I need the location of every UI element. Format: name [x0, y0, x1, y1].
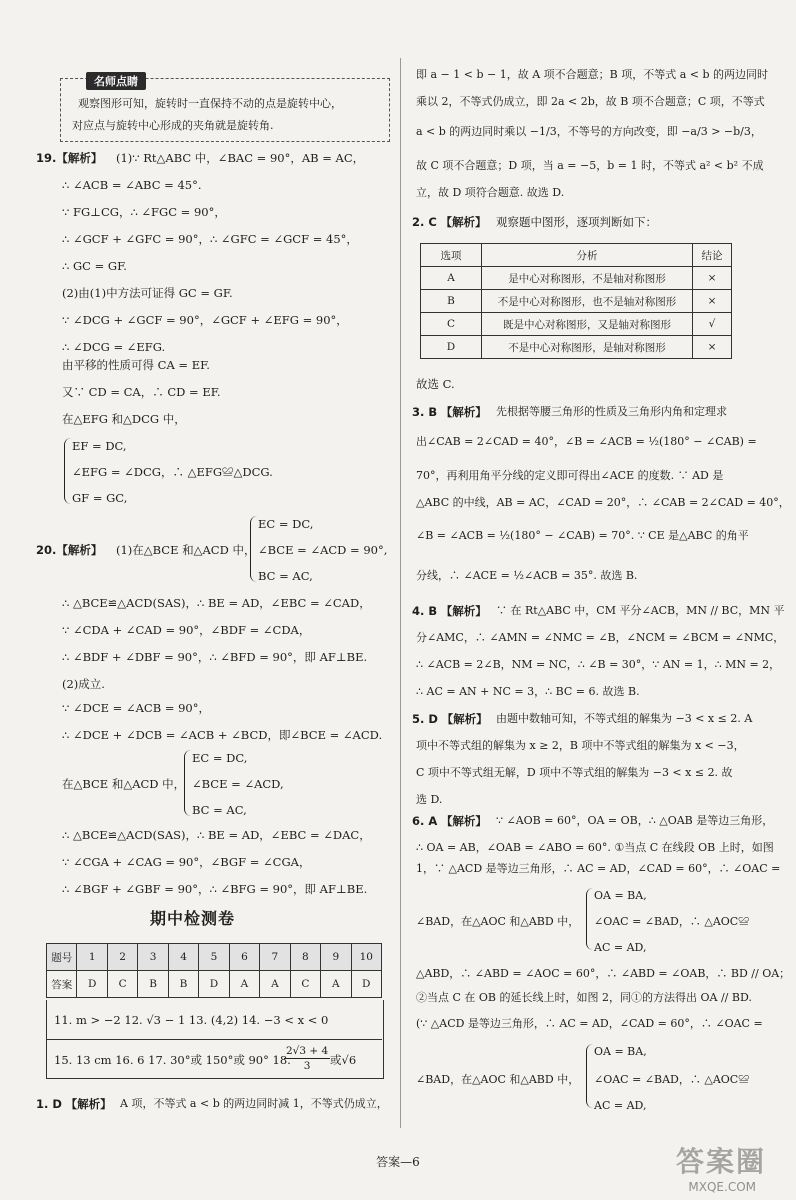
q6-line: 1，∵ △ACD 是等边三角形，∴ AC = AD，∠CAD = 60°，∴ ∠OAC = [416, 862, 781, 875]
q6-brace [586, 888, 593, 950]
q5-heading: 5. D 【解析】 [412, 712, 488, 726]
table-cell: 5 [199, 944, 229, 971]
q1-line: A 项，不等式 a < b 的两边同时减 1，不等式仍成立， [120, 1097, 388, 1110]
table-cell: 是中心对称图形，不是轴对称图形 [482, 267, 693, 290]
table-cell: D [199, 971, 229, 998]
page-footer: 答案—6 [376, 1155, 420, 1169]
q20-line: ∵ ∠DCE = ∠ACB = 90°， [62, 701, 210, 715]
q19-line: 又∵ CD = CA，∴ CD = EF. [62, 385, 221, 399]
table-cell: B [421, 290, 482, 313]
fill-answers-line: 或√6 [330, 1053, 357, 1067]
q20-line: ∵ ∠CGA + ∠CAG = 90°，∠BGF = ∠CGA， [62, 855, 311, 869]
q5-line: C 项中不等式组无解，D 项中不等式组的解集为 −3 < x ≤ 2. 故 [416, 766, 733, 779]
fraction-denominator: 3 [303, 1060, 311, 1072]
table-cell: √ [693, 313, 732, 336]
tip-line: 对应点与旋转中心形成的夹角就是旋转角. [72, 119, 274, 132]
q6-system-line: ∠OAC = ∠BAD，∴ △AOC≌ [594, 1073, 750, 1086]
answer-table-number-row [47, 944, 382, 971]
answer-table-answer-row [47, 971, 382, 998]
q3-heading: 3. B 【解析】 [412, 405, 487, 419]
q6-system-line: OA = BA, [594, 889, 647, 902]
q3-line: 分线，∴ ∠ACE = ½∠ACB = 35°. 故选 B. [416, 569, 638, 582]
q6-system-line: ∠OAC = ∠BAD，∴ △AOC≌ [594, 915, 750, 928]
table-cell: A [321, 971, 351, 998]
q20-system-line: EC = DC, [192, 751, 248, 765]
q20-line: ∴ ∠BDF + ∠DBF = 90°，∴ ∠BFD = 90°，即 AF⊥BE. [62, 650, 368, 664]
column-divider [400, 58, 401, 1128]
table-cell: 6 [229, 944, 259, 971]
q19-line: ∵ ∠DCG + ∠GCF = 90°，∠GCF + ∠EFG = 90°， [62, 313, 348, 327]
q20-line: ∵ ∠CDA + ∠CAD = 90°，∠BDF = ∠CDA， [62, 623, 311, 637]
q19-brace [64, 438, 71, 504]
q20-brace2 [184, 750, 191, 816]
q19-line: ∴ ∠GCF + ∠GFC = 90°，∴ ∠GFC = ∠GCF = 45°， [62, 232, 358, 246]
q20-line: ∴ △BCE≌△ACD(SAS)，∴ BE = AD，∠EBC = ∠DAC， [62, 828, 371, 842]
q19-line: ∴ ∠DCG = ∠EFG. [62, 340, 166, 354]
table-cell: D [77, 971, 107, 998]
answer-table [46, 943, 382, 998]
q19-line: ∴ GC = GF. [62, 259, 127, 273]
midterm-title: 期中检测卷 [150, 909, 236, 928]
table-cell: C [290, 971, 320, 998]
q20-system-line: BC = AC, [258, 569, 313, 583]
q5-line: 选 D. [416, 793, 443, 806]
q19-line: 在△EFG 和△DCG 中， [62, 412, 186, 426]
table-row [421, 290, 732, 313]
q6-heading: 6. A 【解析】 [412, 814, 487, 828]
q2-outro: 故选 C. [416, 377, 455, 391]
q20-intro: (1)在△BCE 和△ACD 中， [116, 543, 256, 557]
q19-line: ∴ ∠ACB = ∠ABC = 45°. [62, 178, 202, 192]
q6-system-intro: ∠BAD，在△AOC 和△ABD 中， [416, 915, 580, 928]
q6-system-intro: ∠BAD，在△AOC 和△ABD 中， [416, 1073, 580, 1086]
q19-heading: 19.【解析】 [36, 151, 103, 165]
table-cell: D [421, 336, 482, 359]
q19-line: ∵ FG⊥CG，∴ ∠FGC = 90°， [62, 205, 226, 219]
q6-line: ∴ OA = AB，∠OAB = ∠ABO = 60°. ①当点 C 在线段 OB 上时，如图 [416, 841, 774, 854]
table-cell: 7 [260, 944, 290, 971]
q3-line: 先根据等腰三角形的性质及三角形内角和定理求 [496, 405, 727, 418]
q20-intro2: 在△BCE 和△ACD 中， [62, 777, 186, 791]
q4-line: ∵ 在 Rt△ABC 中，CM 平分∠ACB，MN // BC，MN 平 [496, 604, 785, 617]
q19-system-line: ∠EFG = ∠DCG，∴ △EFG≌△DCG. [72, 465, 273, 479]
table-cell: D [351, 971, 381, 998]
table-cell: C [421, 313, 482, 336]
q4-line: ∴ ∠ACB = 2∠B，NM = NC，∴ ∠B = 30°，∵ AN = 1，∴ MN = 2， [416, 658, 781, 671]
fill-answers-line: 15. 13 cm 16. 6 17. 30°或 150°或 90° 18. [54, 1053, 291, 1067]
table-cell: × [693, 336, 732, 359]
q20-heading: 20.【解析】 [36, 543, 103, 557]
q5-line: 项中不等式组的解集为 x ≥ 2，B 项中不等式组的解集为 x < −3， [416, 739, 745, 752]
q1-heading: 1. D 【解析】 [36, 1097, 112, 1111]
q4-heading: 4. B 【解析】 [412, 604, 487, 618]
q6-line: △ABD，∴ ∠ABD = ∠AOC = 60°，∴ ∠ABD = ∠OAB，∴ BD // OA； [416, 967, 791, 980]
table-cell: 8 [290, 944, 320, 971]
table-row [421, 336, 732, 359]
q20-system-line: BC = AC, [192, 803, 247, 817]
tip-line: 观察图形可知，旋转时一直保持不动的点是旋转中心， [78, 97, 342, 110]
q3-line: 70°，再利用角平分线的定义即可得出∠ACE 的度数. ∵ AD 是 [416, 469, 724, 482]
q19-line: (2)由(1)中方法可证得 GC = GF. [62, 286, 233, 300]
fill-answers-line: 11. m > −2 12. √3 − 1 13. (4,2) 14. −3 < x < 0 [54, 1013, 329, 1027]
table-cell: 既是中心对称图形，又是轴对称图形 [482, 313, 693, 336]
table-cell: B [168, 971, 198, 998]
table-cell: A [421, 267, 482, 290]
column-header: 结论 [693, 244, 732, 267]
q19-line: (1)∵ Rt△ABC 中，∠BAC = 90°，AB = AC， [116, 151, 365, 165]
q20-system-line: ∠BCE = ∠ACD, [192, 777, 284, 791]
table-cell: × [693, 267, 732, 290]
q4-line: ∴ AC = AN + NC = 3，∴ BC = 6. 故选 B. [416, 685, 640, 698]
table-cell: B [138, 971, 168, 998]
q20-line: (2)成立. [62, 677, 105, 691]
q19-system-line: EF = DC, [72, 439, 127, 453]
q20-brace [250, 516, 257, 582]
table-cell: 1 [77, 944, 107, 971]
fill-answer-divider [46, 1039, 382, 1040]
q6-line: ②当点 C 在 OB 的延长线上时，如图 2，同①的方法得出 OA // BD. [416, 991, 752, 1004]
q20-line: ∴ △BCE≌△ACD(SAS)，∴ BE = AD，∠EBC = ∠CAD， [62, 596, 371, 610]
q6-line: (∵ △ACD 是等边三角形，∴ AC = AD，∠CAD = 60°，∴ ∠OAC = [416, 1017, 763, 1030]
table-row [421, 313, 732, 336]
q3-line: △ABC 的中线，AB = AC，∠CAD = 20°，∴ ∠CAB = 2∠CAD = 40°， [416, 496, 790, 509]
table-cell: 9 [321, 944, 351, 971]
q5-line: 由题中数轴可知，不等式组的解集为 −3 < x ≤ 2. A [496, 712, 753, 725]
table-cell: 不是中心对称图形，也不是轴对称图形 [482, 290, 693, 313]
analysis-table [420, 243, 732, 359]
q3-line: ∠B = ∠ACB = ½(180° − ∠CAB) = 70°. ∵ CE 是△ABC 的角平 [416, 529, 749, 542]
q1-line: a < b 的两边同时乘以 −1/3，不等号的方向改变，即 −a/3 > −b/3， [416, 125, 762, 138]
q1-line: 即 a − 1 < b − 1，故 A 项不合题意；B 项，不等式 a < b 的两边同时 [416, 68, 769, 81]
table-cell: 不是中心对称图形，是轴对称图形 [482, 336, 693, 359]
table-row [421, 267, 732, 290]
q4-line: 分∠AMC，∴ ∠AMN = ∠NMC = ∠B，∠NCM = ∠BCM = ∠NMC， [416, 631, 785, 644]
q2-intro: 观察题中图形，逐项判断如下： [496, 215, 657, 229]
fraction-18 [284, 1044, 330, 1073]
q2-heading: 2. C 【解析】 [412, 215, 487, 229]
q20-line: ∴ ∠DCE + ∠DCB = ∠ACB + ∠BCD，即∠BCE = ∠ACD. [62, 728, 383, 742]
q6-system-line: AC = AD, [594, 941, 647, 954]
table-cell: × [693, 290, 732, 313]
q1-line: 故 C 项不合题意；D 项，当 a = −5，b = 1 时，不等式 a² < b² 不成 [416, 159, 764, 172]
q20-system-line: ∠BCE = ∠ACD = 90°, [258, 543, 388, 557]
q1-line: 立，故 D 项符合题意. 故选 D. [416, 186, 565, 199]
table-cell: A [260, 971, 290, 998]
table-cell: A [229, 971, 259, 998]
watermark-logo: 答案圈 [675, 1145, 766, 1178]
q19-line: 由平移的性质可得 CA = EF. [62, 358, 210, 372]
column-header: 分析 [482, 244, 693, 267]
table-cell: 4 [168, 944, 198, 971]
q6-system-line: AC = AD, [594, 1099, 647, 1112]
table-cell: 2 [107, 944, 137, 971]
q6-line: ∵ ∠AOB = 60°，OA = OB，∴ △OAB 是等边三角形， [496, 814, 774, 827]
q3-line: 出∠CAB = 2∠CAD = 40°，∠B = ∠ACB = ½(180° − ∠CAB) = [416, 435, 757, 448]
row-header: 题号 [47, 944, 77, 971]
q6-system-line: OA = BA, [594, 1045, 647, 1058]
q1-line: 乘以 2，不等式仍成立，即 2a < 2b，故 B 项不合题意；C 项，不等式 [416, 95, 765, 108]
row-header: 答案 [47, 971, 77, 998]
analysis-table-header [421, 244, 732, 267]
q20-line: ∴ ∠BGF + ∠GBF = 90°，∴ ∠BFG = 90°，即 AF⊥BE. [62, 882, 368, 896]
q19-system-line: GF = GC, [72, 491, 128, 505]
fraction-numerator: 2√3 + 4 [286, 1045, 329, 1057]
table-cell: C [107, 971, 137, 998]
table-cell: 10 [351, 944, 381, 971]
watermark-url: MXQE.COM [688, 1180, 756, 1194]
table-cell: 3 [138, 944, 168, 971]
q6-brace2 [586, 1044, 593, 1108]
tip-label: 名师点睛 [86, 72, 146, 90]
column-header: 选项 [421, 244, 482, 267]
q20-system-line: EC = DC, [258, 517, 314, 531]
